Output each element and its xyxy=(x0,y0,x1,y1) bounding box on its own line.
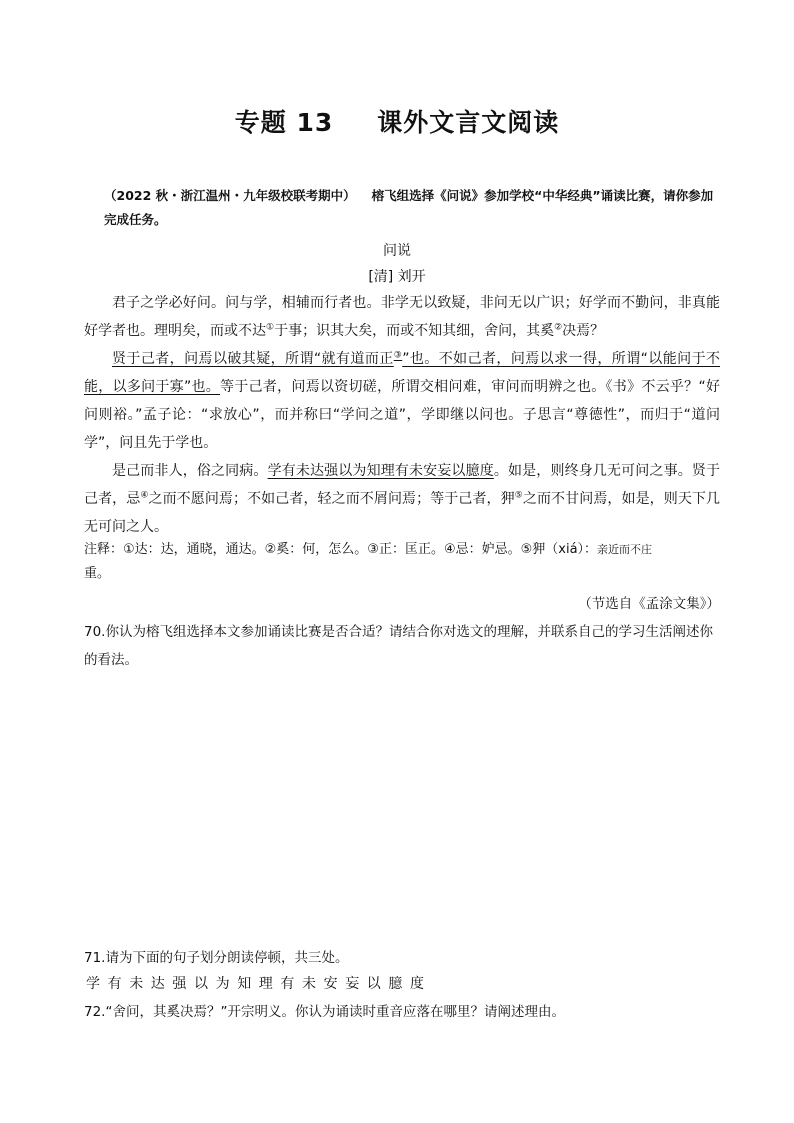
passage-body xyxy=(84,289,720,541)
task-intro xyxy=(104,184,720,232)
paragraph-2: 贤于己者，问焉以破其疑，所谓“就有道而正③”也。不如己者，问焉以求一得，所谓“以能问于不能，以多问于寡”也。等于己者，问焉以资切磋，所谓交相问难，审问而明辨之也。《书》不云乎？“好问则裕。”孟子论：“求放心”，而并称曰“学问之道”，学即继以问也。子思言“尊德性”，而归于“道问学”，问且先于学也。 xyxy=(84,350,720,451)
note-marker: ① xyxy=(266,322,275,333)
title-topic-name: 课外文言文阅读 xyxy=(377,108,560,137)
paragraph-3: 是己而非人，俗之同病。学有未达强以为知理有未安妄以臆度。如是，则终身几无可问之事。贤于己者，忌④之而不愿问焉；不如己者，轻之而不屑问焉；等于己者，狎⑤之而不甘问焉，如是，则天下几无可问之人。 xyxy=(84,463,721,535)
intro-source: （2022 秋・浙江温州・九年级校联考期中） xyxy=(104,188,356,203)
note-marker: ② xyxy=(554,322,563,333)
question-71-sentence: 学有未达强以为知理有未安妄以臆度 xyxy=(86,976,432,992)
underlined-sentence: 贤于己者，问焉以破其疑，所谓“就有道而正 xyxy=(112,351,394,367)
note-marker: ④ xyxy=(140,490,149,501)
passage-title: 问说 xyxy=(383,243,411,259)
passage-author: [清] 刘开 xyxy=(368,269,426,285)
annotations: 注释：①达：达，通晓，通达。②奚：何，怎么。③正：匡正。④忌：妒忌。⑤狎（xiá）：亲近而不庄 重。 xyxy=(84,542,653,581)
intro-text: 榕飞组选择《问说》参加学校“中华经典”诵读比赛，请你参加完成任务。 xyxy=(104,188,714,227)
question-72: 72.“舍问，其奚决焉？”开宗明义。你认为诵读时重音应落在哪里？请阐述理由。 xyxy=(84,1004,565,1020)
underlined-sentence: 学有未达强以为知理有未安妄以臆度 xyxy=(267,463,494,479)
passage-source: （节选自《孟涂文集》） xyxy=(578,596,720,612)
question-71: 71.请为下面的句子划分朗读停顿，共三处。 xyxy=(84,950,349,966)
page-title xyxy=(0,103,794,139)
underlined-sentence: ”也。不如己者，问焉以求一得，所谓“以能问于不能，以多问于寡”也。 xyxy=(84,351,720,395)
title-topic-number: 专题 13 xyxy=(234,108,334,137)
note-marker: ⑤ xyxy=(514,490,523,501)
paragraph-1: 君子之学必好问。问与学，相辅而行者也。非学无以致疑，非问无以广识；好学而不勤问，非真能好学者也。理明矣，而或不达①于事；识其大矣，而或不知其细，舍问，其奚②决焉？ xyxy=(84,295,720,339)
note-marker: ③ xyxy=(393,350,403,361)
question-70: 70.你认为榕飞组选择本文参加诵读比赛是否合适？请结合你对选文的理解，并联系自己的学习生活阐述你的看法。 xyxy=(84,624,713,668)
